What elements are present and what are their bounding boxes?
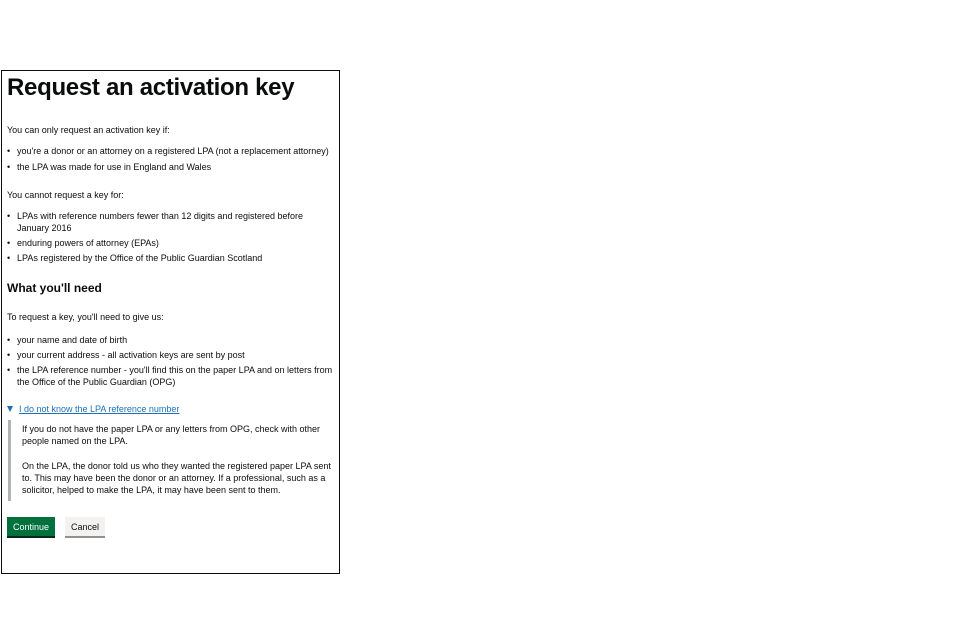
button-group: [7, 517, 334, 536]
list-item: • you're a donor or an attorney on a registered LPA (not a replacement attorney): [7, 145, 334, 157]
list-item: • your name and date of birth: [7, 334, 334, 346]
eligibility-intro: You can only request an activation key if:: [7, 125, 170, 135]
need-intro: To request a key, you'll need to give us:: [7, 312, 164, 322]
list-item: • LPAs with reference numbers fewer than 12 digits and registered before January 2016: [7, 210, 334, 234]
list-item: • LPAs registered by the Office of the Public Guardian Scotland: [7, 252, 334, 264]
page-frame: [1, 70, 340, 574]
list-item: • the LPA was made for use in England and Wales: [7, 161, 334, 173]
list-item: • the LPA reference number - you'll find this on the paper LPA and on letters from the Office of the Public Guardian (OPG): [7, 364, 334, 388]
page-title: Request an activation key: [7, 74, 295, 101]
details-summary[interactable]: [7, 403, 334, 415]
cancel-button[interactable]: Cancel: [65, 517, 105, 536]
exclusions-intro: You cannot request a key for:: [7, 190, 124, 200]
details-content: [8, 420, 334, 501]
details-paragraph: If you do not have the paper LPA or any letters from OPG, check with other people named on the LPA.: [22, 424, 320, 446]
list-item: • your current address - all activation keys are sent by post: [7, 349, 334, 361]
list-item: • enduring powers of attorney (EPAs): [7, 237, 334, 249]
eligibility-list: [7, 145, 334, 173]
need-heading: What you'll need: [7, 281, 102, 295]
details-paragraph: On the LPA, the donor told us who they wanted the registered paper LPA sent to. This may have been the donor or an attorney. If a professional, such as a solicitor, helped to make the LPA, it may have been sent to them.: [22, 461, 331, 495]
expanded-triangle-icon[interactable]: [7, 406, 13, 412]
details-summary-link[interactable]: I do not know the LPA reference number: [19, 404, 180, 414]
needs-list: [7, 334, 334, 388]
continue-button[interactable]: Continue: [7, 517, 55, 536]
reference-number-details: [7, 403, 334, 501]
exclusions-list: [7, 210, 334, 264]
